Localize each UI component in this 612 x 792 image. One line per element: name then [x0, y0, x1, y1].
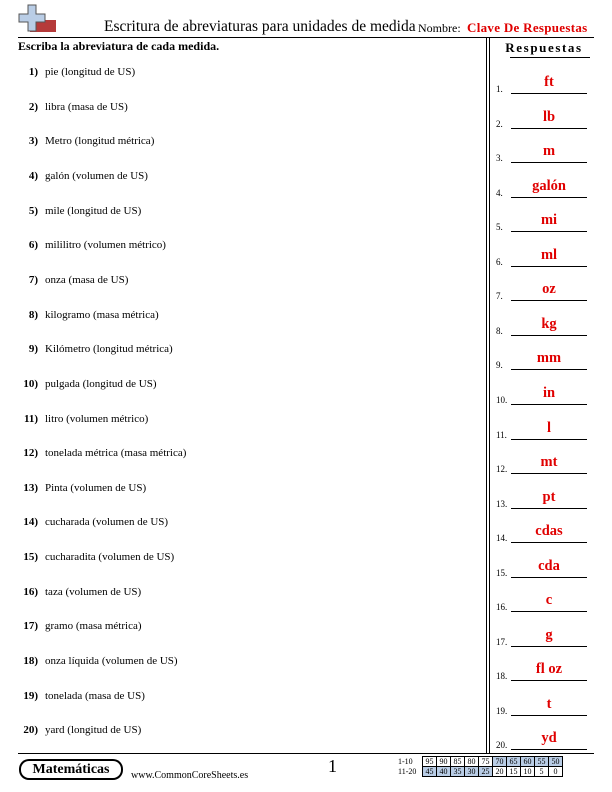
answer-slot	[494, 488, 594, 510]
answer-number: 19.	[496, 705, 508, 716]
answer-line	[511, 335, 587, 336]
answer-line	[511, 128, 587, 129]
score-cell: 90	[437, 757, 451, 767]
answer-number: 17.	[496, 636, 508, 647]
question-text: Metro (longitud métrica)	[45, 135, 155, 148]
score-cell: 40	[437, 767, 451, 777]
question-number: 5)	[28, 204, 38, 217]
answer-line	[511, 715, 587, 716]
question-number: 19)	[23, 689, 38, 702]
answer-value: lb	[542, 108, 556, 125]
answer-line	[511, 231, 587, 232]
question-text: tonelada (masa de US)	[45, 689, 145, 702]
answer-slot	[494, 177, 594, 199]
answer-line	[511, 508, 587, 509]
answer-number: 2.	[496, 118, 503, 129]
question-text: mililitro (volumen métrico)	[45, 239, 166, 252]
answer-slot	[494, 695, 594, 717]
question-text: kilogramo (masa métrica)	[45, 308, 159, 321]
answer-line	[511, 197, 587, 198]
answer-slot	[494, 557, 594, 579]
question-text: cucharadita (volumen de US)	[45, 551, 175, 564]
question-text: libra (masa de US)	[45, 100, 128, 113]
answer-number: 14.	[496, 533, 508, 544]
answer-value: cda	[538, 557, 560, 574]
score-cell: 60	[521, 757, 535, 767]
answer-slot	[494, 73, 594, 95]
question-text: mile (longitud de US)	[45, 204, 142, 217]
answer-value: galón	[532, 177, 566, 194]
question-text: taza (volumen de US)	[45, 585, 142, 598]
brand-badge	[19, 759, 123, 780]
answer-slot	[494, 626, 594, 648]
answer-value: c	[545, 592, 553, 609]
score-cell: 75	[479, 757, 493, 767]
question-text: galón (volumen de US)	[45, 169, 148, 182]
answer-value: cdas	[535, 523, 563, 540]
answer-slot	[494, 315, 594, 337]
score-cell: 85	[451, 757, 465, 767]
answer-slot	[494, 142, 594, 164]
score-row-label: 1-10	[398, 757, 413, 766]
answer-slot	[494, 280, 594, 302]
question-number: 10)	[23, 377, 38, 390]
answer-slot	[494, 591, 594, 613]
answer-value: mi	[540, 212, 558, 229]
answer-line	[511, 577, 587, 578]
question-text: onza (masa de US)	[45, 273, 129, 286]
header-rule	[18, 37, 594, 38]
score-cell: 55	[535, 757, 549, 767]
instructions: Escriba la abreviatura de cada medida.	[18, 39, 220, 53]
question-number: 14)	[23, 516, 38, 529]
answer-number: 8.	[496, 325, 503, 336]
answer-value: t	[546, 695, 552, 712]
answer-value: oz	[542, 281, 556, 298]
answer-value: l	[546, 419, 552, 436]
answer-number: 3.	[496, 153, 503, 164]
score-cell: 80	[465, 757, 479, 767]
answer-number: 9.	[496, 360, 503, 371]
answer-slot	[494, 349, 594, 371]
column-divider-left	[486, 38, 487, 753]
answer-value: g	[545, 626, 553, 643]
answer-slot	[494, 419, 594, 441]
question-text: tonelada métrica (masa métrica)	[45, 447, 187, 460]
score-cell: 0	[549, 767, 563, 777]
answer-number: 1.	[496, 84, 503, 94]
answer-line	[511, 162, 587, 163]
question-number: 6)	[28, 239, 38, 252]
answer-slot	[494, 211, 594, 233]
answers-header-rule	[510, 57, 590, 58]
answer-number: 7.	[496, 291, 503, 302]
page-number: 1	[328, 756, 337, 776]
question-number: 12)	[23, 447, 38, 460]
question-number: 7)	[28, 273, 38, 286]
column-divider-right	[489, 38, 490, 753]
question-number: 11)	[23, 412, 38, 425]
plus-logo-icon	[18, 4, 56, 38]
question-number: 1)	[28, 66, 38, 78]
answer-slot	[494, 108, 594, 130]
answer-number: 10.	[496, 394, 508, 405]
score-cell: 35	[451, 767, 465, 777]
question-text: onza líquida (volumen de US)	[45, 655, 178, 668]
answer-line	[511, 266, 587, 267]
answer-value: mm	[536, 350, 562, 367]
question-number: 20)	[23, 724, 38, 737]
answer-value: ml	[540, 246, 558, 263]
score-cell: 70	[493, 757, 507, 767]
answer-number: 11.	[496, 429, 507, 440]
answer-value: m	[542, 143, 556, 160]
answer-number: 15.	[496, 567, 508, 578]
answer-value: fl oz	[535, 661, 563, 678]
answer-line	[511, 749, 587, 750]
question-number: 4)	[28, 169, 38, 182]
answer-slot	[494, 384, 594, 406]
question-number: 3)	[28, 135, 38, 148]
question-number: 16)	[23, 585, 38, 598]
question-number: 9)	[28, 343, 38, 356]
name-value: Clave De Respuestas	[467, 20, 588, 35]
question-number: 2)	[28, 100, 38, 113]
score-row	[398, 767, 563, 777]
answer-line	[511, 542, 587, 543]
answer-slot	[494, 729, 594, 751]
score-cell: 20	[493, 767, 507, 777]
answer-number: 5.	[496, 222, 503, 233]
question-number: 18)	[23, 655, 38, 668]
score-table	[398, 756, 563, 777]
answer-line	[511, 473, 587, 474]
score-cell: 5	[535, 767, 549, 777]
answer-line	[511, 680, 587, 681]
score-cell: 45	[423, 767, 437, 777]
answer-number: 4.	[496, 187, 503, 198]
answer-line	[511, 300, 587, 301]
answers-header: Respuestas	[505, 40, 583, 55]
question-text: Kilómetro (longitud métrica)	[45, 343, 173, 356]
score-cell: 25	[479, 767, 493, 777]
answer-value: ft	[544, 74, 554, 90]
answer-value: mt	[540, 454, 558, 471]
answer-number: 13.	[496, 498, 508, 509]
answer-value: yd	[541, 730, 557, 747]
answer-slot	[494, 246, 594, 268]
worksheet-title: Escritura de abreviaturas para unidades de medida	[104, 18, 416, 35]
answer-line	[511, 439, 587, 440]
score-cell: 15	[507, 767, 521, 777]
site-url: www.CommonCoreSheets.es	[131, 770, 249, 781]
question-text: gramo (masa métrica)	[45, 620, 142, 633]
answer-slot	[494, 660, 594, 682]
answer-number: 16.	[496, 602, 508, 613]
answer-line	[511, 369, 587, 370]
score-cell: 65	[507, 757, 521, 767]
footer-rule	[18, 753, 594, 754]
score-row-label: 11-20	[398, 767, 417, 776]
question-text: cucharada (volumen de US)	[45, 516, 169, 529]
score-cell: 95	[423, 757, 437, 767]
answer-number: 6.	[496, 256, 503, 267]
answer-line	[511, 93, 587, 94]
answer-number: 18.	[496, 671, 508, 682]
answer-slot	[494, 453, 594, 475]
question-number: 15)	[23, 551, 38, 564]
question-text: pulgada (longitud de US)	[45, 377, 157, 390]
score-cell: 10	[521, 767, 535, 777]
answer-line	[511, 404, 587, 405]
score-row	[398, 757, 563, 767]
question-number: 13)	[23, 481, 38, 494]
question-text: Pinta (volumen de US)	[45, 481, 147, 494]
question-number: 8)	[28, 308, 38, 321]
answer-line	[511, 646, 587, 647]
answer-value: kg	[541, 315, 557, 332]
answer-value: in	[542, 384, 556, 401]
answer-number: 20.	[496, 740, 508, 751]
question-text: pie (longitud de US)	[45, 66, 136, 78]
question-text: yard (longitud de US)	[45, 724, 142, 737]
answer-slot	[494, 522, 594, 544]
answer-line	[511, 611, 587, 612]
question-number: 17)	[23, 620, 38, 633]
question-text: litro (volumen métrico)	[45, 412, 149, 425]
score-cell: 30	[465, 767, 479, 777]
answer-value: pt	[542, 488, 556, 505]
score-cell: 50	[549, 757, 563, 767]
answer-number: 12.	[496, 464, 508, 475]
brand-label: Matemáticas	[21, 761, 121, 778]
name-label: Nombre:	[418, 21, 461, 35]
